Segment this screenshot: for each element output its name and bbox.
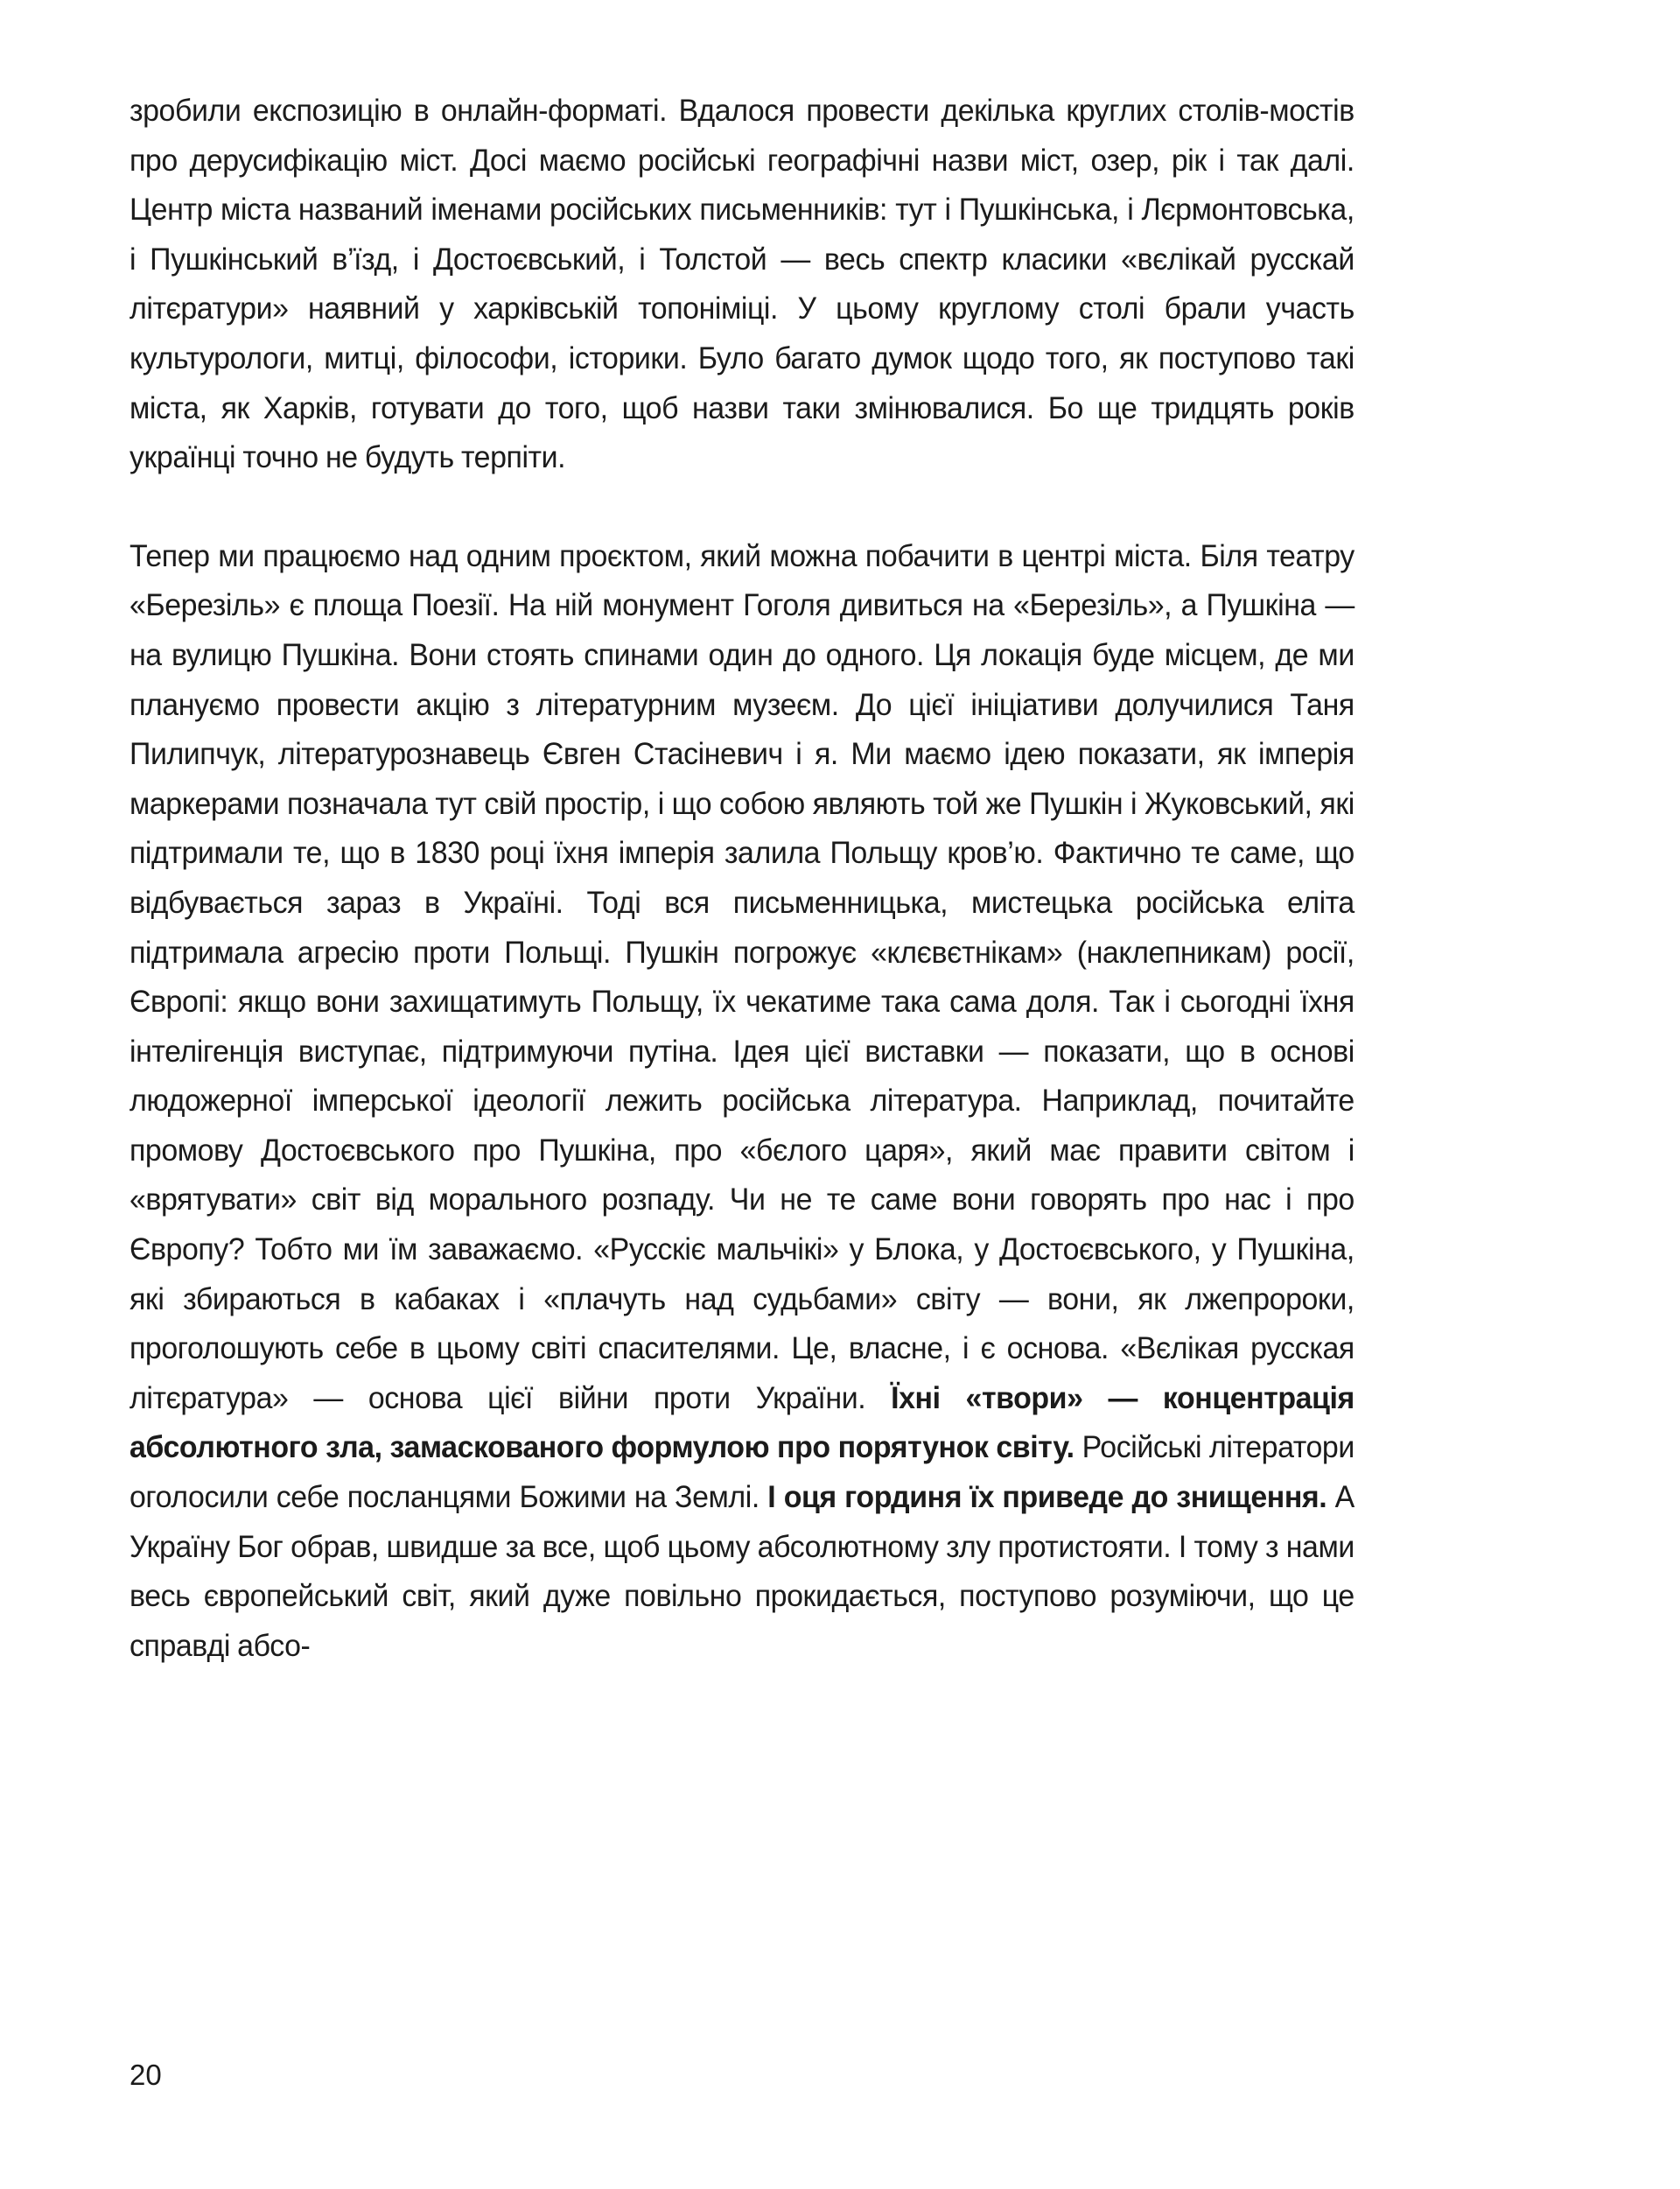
emphasis-run: Їхні «твори» — концентрація абсолютного зла, замаскованого формулою про порятунок світу. [130, 1379, 1354, 1465]
body-paragraph-1 [130, 86, 1354, 482]
emphasis-run: І оця гординя їх приведе до знищення. [767, 1479, 1327, 1515]
body-paragraph-2 [130, 531, 1354, 1671]
page-number: 20 [130, 2059, 162, 2091]
text-run: зробили експозицію в онлайн-форматі. Вдалося провести декілька круглих столів-мостів про дерусифікацію міст. Досі маємо російські географічні назви міст, озер, рік і так далі. Центр міста названий іменами російських письменників: тут і Пушкінська, і Лєрмонтовська, і Пушкінський в’їзд, і Достоєвський, і Толстой — весь спектр класики «вєлікай русскай літєратури» наявний у харківській топоніміці. У цьому круглому столі брали участь культурологи, митці, філософи, історики. Було багато думок щодо того, як поступово такі міста, як Харків, готувати до того, щоб назви таки змінювалися. Бо ще тридцять років українці точно не будуть терпіти. [130, 93, 1354, 475]
text-run: А Україну Бог обрав, швидше за все, щоб цьому абсолютному злу протистояти. І тому з нами весь європейський світ, який дуже повільно прокидається, поступово розуміючи, що це справді абсо- [130, 1479, 1354, 1663]
text-column [130, 86, 1354, 1670]
text-run: Тепер ми працюємо над одним проєктом, який можна побачити в центрі міста. Біля театру «Березіль» є площа Поезії. На ній монумент Гоголя дивиться на «Березіль», а Пушкіна — на вулицю Пушкіна. Вони стоять спинами один до одного. Ця локація буде місцем, де ми плануємо провести акцію з літературним музеєм. До цієї ініціативи долучилися Таня Пилипчук, літературознавець Євген Стасіневич і я. Ми маємо ідею показати, як імперія маркерами позначала тут свій простір, і що собою являють той же Пушкін і Жуковський, які підтримали те, що в 1830 році їхня імперія залила Польщу кров’ю. Фактично те саме, що відбувається зараз в Україні. Тоді вся письменницька, мистецька російська еліта підтримала агресію проти Польщі. Пушкін погрожує «клєвєтнікам» (наклепникам) росії, Європі: якщо вони захищатимуть Польщу, їх чекатиме така сама доля. Так і сьогодні їхня інтелігенція виступає, підтримуючи путіна. Ідея цієї виставки — показати, що в основі людожерної імперської ідеології лежить російська література. Наприклад, почитайте промову Достоєвського про Пушкіна, про «бєлого царя», який має правити світом і «врятувати» світ від морального розпаду. Чи не те саме вони говорять про нас і про Європу? Тобто ми їм заважаємо. «Русскіє мальчікі» у Блока, у Достоєвського, у Пушкіна, які збираються в кабаках і «плачуть над судьбами» світу — вони, як лжепророки, проголошують себе в цьому світі спасителями. Це, власне, і є основа. «Вєлікая русская літєратура» — основа цієї війни проти України. [130, 537, 1354, 1415]
text-run: Російські літератори оголосили себе посланцями Божими на Землі. [130, 1429, 1354, 1515]
